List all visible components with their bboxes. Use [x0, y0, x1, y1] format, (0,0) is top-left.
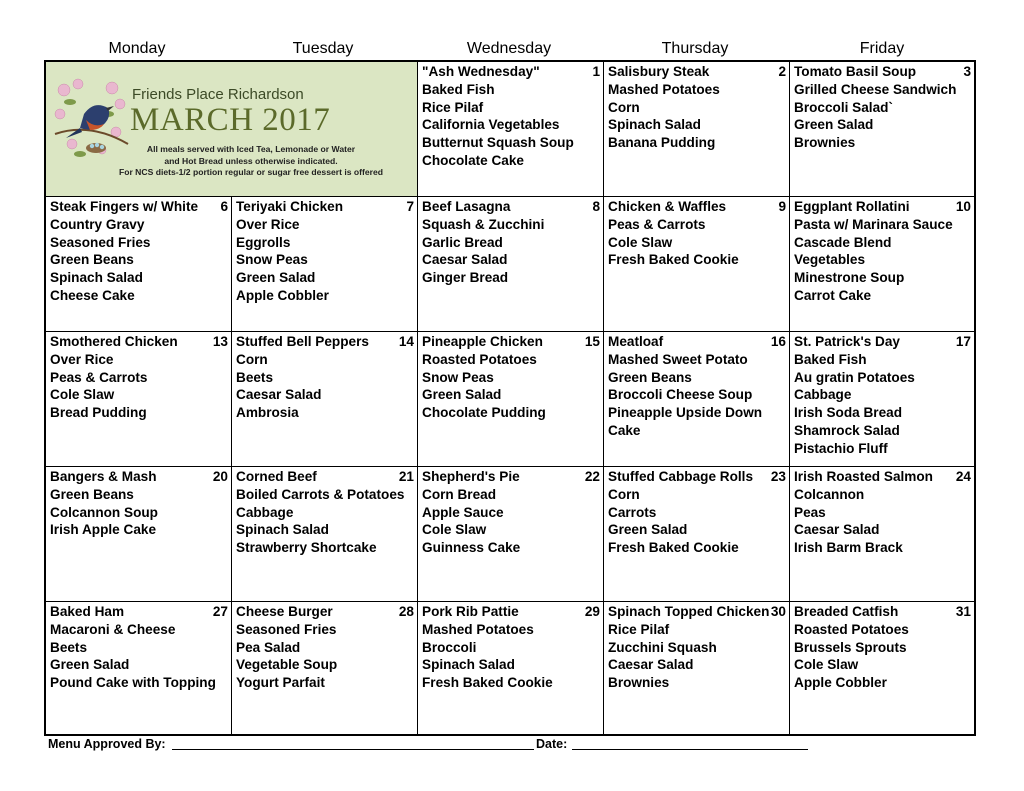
menu-item: Cabbage [794, 387, 852, 403]
menu-item: Cole Slaw [608, 234, 673, 250]
day-cell [232, 197, 418, 332]
menu-item: Carrot Cake [794, 287, 872, 303]
menu-item: Green Beans [50, 252, 134, 268]
menu-item: Beets [236, 369, 274, 385]
menu-item: Rice Pilaf [422, 99, 484, 115]
day-cell [46, 197, 232, 332]
day-cell [46, 467, 232, 602]
menu-item: Spinach Salad [608, 117, 701, 133]
day-cell [604, 602, 790, 734]
menu-item: Green Salad [608, 522, 688, 538]
menu-item: Colcannon Soup [50, 504, 158, 520]
meal-note [86, 144, 416, 179]
menu-item: Bread Pudding [50, 405, 147, 421]
menu-item: Caesar Salad [236, 387, 322, 403]
month-title: MARCH 2017 [130, 102, 331, 138]
menu-item: Eggrolls [236, 234, 291, 250]
menu-item: Broccoli [422, 639, 477, 655]
menu-item: Beef Lasagna [422, 199, 511, 214]
meal-note-line: All meals served with Iced Tea, Lemonade or Water [146, 144, 356, 154]
day-number: 3 [963, 64, 971, 79]
menu-item: Steak Fingers w/ White [50, 199, 199, 214]
menu-item: Peas & Carrots [50, 369, 148, 385]
menu-item: Chocolate Cake [422, 152, 524, 168]
menu-item: Corn [608, 486, 640, 502]
menu-item: Brownies [794, 135, 856, 151]
day-number: 16 [770, 334, 786, 349]
menu-item: Spinach Topped Chicken [608, 604, 770, 619]
menu-item: Mashed Potatoes [608, 81, 720, 97]
day-number: 24 [955, 469, 971, 484]
menu-item: Butternut Squash Soup [422, 135, 574, 151]
date-line [572, 749, 808, 750]
menu-item: Tomato Basil Soup [794, 64, 917, 79]
day-cell [604, 197, 790, 332]
menu-item: Mashed Sweet Potato [608, 351, 748, 367]
month-banner [46, 62, 418, 197]
menu-item: Pound Cake with Topping [50, 675, 216, 691]
menu-item: Spinach Salad [236, 522, 329, 538]
menu-item: Shamrock Salad [794, 422, 900, 438]
day-cell [790, 62, 974, 197]
menu-item: Guinness Cake [422, 540, 521, 556]
menu-item: Banana Pudding [608, 135, 716, 151]
menu-item: Boiled Carrots & Potatoes [236, 486, 405, 502]
day-number: 31 [955, 604, 971, 619]
menu-item: Green Salad [236, 270, 316, 286]
day-cell [418, 197, 604, 332]
day-number: 6 [220, 199, 228, 214]
day-cell [790, 197, 974, 332]
meal-note-line: and Hot Bread unless otherwise indicated. [164, 155, 338, 166]
day-cell [418, 602, 604, 734]
menu-item: Baked Ham [50, 604, 125, 619]
menu-item: Irish Soda Bread [794, 405, 903, 421]
menu-item: Cake [608, 422, 641, 438]
menu-item: Caesar Salad [608, 657, 694, 673]
menu-item: Teriyaki Chicken [236, 199, 344, 214]
menu-item: Grilled Cheese Sandwich [794, 81, 957, 97]
day-cell [46, 602, 232, 734]
menu-item: Caesar Salad [794, 522, 880, 538]
meal-note-line: For NCS diets-1/2 portion regular or sugar free dessert is offered [118, 167, 384, 177]
day-cell [604, 332, 790, 467]
day-number: 13 [212, 334, 228, 349]
menu-item: Apple Cobbler [236, 287, 329, 303]
day-number: 23 [770, 469, 786, 484]
menu-item: Pistachio Fluff [794, 440, 888, 456]
menu-item: St. Patrick's Day [794, 334, 900, 349]
menu-item: Over Rice [50, 351, 114, 367]
menu-item: Corned Beef [236, 469, 317, 484]
day-number: 15 [584, 334, 600, 349]
menu-item: Bangers & Mash [50, 469, 157, 484]
menu-item: Eggplant Rollatini [794, 199, 910, 214]
menu-item: Ginger Bread [422, 270, 509, 286]
approval-footer [48, 737, 568, 751]
menu-item: Broccoli Salad` [794, 99, 893, 115]
menu-item: Vegetables [794, 252, 866, 268]
menu-item: Fresh Baked Cookie [422, 675, 553, 691]
menu-item: Cascade Blend [794, 234, 892, 250]
day-cell [418, 332, 604, 467]
menu-item: Zucchini Squash [608, 639, 717, 655]
day-number: 9 [778, 199, 786, 214]
menu-item: Rice Pilaf [608, 621, 670, 637]
day-number: 28 [398, 604, 414, 619]
day-header-friday: Friday [859, 40, 905, 57]
day-number: 10 [955, 199, 971, 214]
menu-item: Over Rice [236, 216, 300, 232]
day-cell [232, 332, 418, 467]
menu-item: Spinach Salad [50, 270, 143, 286]
menu-item: Beets [50, 639, 88, 655]
menu-item: Broccoli Cheese Soup [608, 387, 753, 403]
menu-item: Cabbage [236, 504, 294, 520]
menu-item: Cole Slaw [422, 522, 487, 538]
menu-item: Fresh Baked Cookie [608, 252, 739, 268]
menu-item: Carrots [608, 504, 657, 520]
menu-item: Corn [608, 99, 640, 115]
date-label: Date: [536, 737, 568, 751]
menu-item: Yogurt Parfait [236, 675, 325, 691]
menu-item: Pineapple Upside Down [608, 405, 763, 421]
menu-item: Shepherd's Pie [422, 469, 520, 484]
day-number: 22 [584, 469, 600, 484]
menu-item: Brownies [608, 675, 670, 691]
menu-item: Squash & Zucchini [422, 216, 545, 232]
menu-item: Chicken & Waffles [608, 199, 727, 214]
menu-item: Green Salad [422, 387, 502, 403]
menu-item: Garlic Bread [422, 234, 503, 250]
menu-item: Chocolate Pudding [422, 405, 546, 421]
day-header-wednesday: Wednesday [466, 40, 552, 57]
day-number: 8 [592, 199, 600, 214]
day-number: 29 [584, 604, 600, 619]
day-number: 20 [212, 469, 228, 484]
day-number: 30 [770, 604, 786, 619]
menu-item: Cheese Burger [236, 604, 333, 619]
menu-item: Baked Fish [794, 351, 867, 367]
menu-item: Cheese Cake [50, 287, 135, 303]
menu-item: Brussels Sprouts [794, 639, 907, 655]
menu-item: Peas & Carrots [608, 216, 706, 232]
day-number: 2 [778, 64, 786, 79]
menu-item: "Ash Wednesday" [422, 64, 540, 79]
day-cell [790, 467, 974, 602]
menu-item: Strawberry Shortcake [236, 540, 377, 556]
menu-item: Seasoned Fries [50, 234, 151, 250]
menu-item: Cole Slaw [794, 657, 859, 673]
day-number: 7 [406, 199, 414, 214]
menu-item: Au gratin Potatoes [794, 369, 915, 385]
day-number: 21 [398, 469, 414, 484]
menu-item: California Vegetables [422, 117, 560, 133]
menu-item: Apple Sauce [422, 504, 504, 520]
menu-item: Minestrone Soup [794, 270, 905, 286]
day-cell [604, 467, 790, 602]
menu-item: Corn [236, 351, 268, 367]
day-cell [418, 467, 604, 602]
menu-item: Macaroni & Cheese [50, 621, 176, 637]
menu-item: Smothered Chicken [50, 334, 178, 349]
day-cell [46, 332, 232, 467]
menu-item: Green Beans [50, 486, 134, 502]
menu-item: Apple Cobbler [794, 675, 887, 691]
approved-by-line [172, 749, 534, 750]
menu-item: Fresh Baked Cookie [608, 540, 739, 556]
day-number: 27 [212, 604, 228, 619]
menu-item: Mashed Potatoes [422, 621, 534, 637]
calendar-grid [44, 60, 976, 736]
approved-by-label: Menu Approved By: [48, 737, 166, 751]
day-cell [232, 467, 418, 602]
menu-item: Corn Bread [422, 486, 497, 502]
day-header-monday: Monday [108, 40, 166, 57]
menu-item: Vegetable Soup [236, 657, 338, 673]
menu-item: Irish Apple Cake [50, 522, 157, 538]
menu-item: Irish Barm Brack [794, 540, 903, 556]
menu-item: Ambrosia [236, 405, 299, 421]
menu-item: Snow Peas [236, 252, 308, 268]
menu-item: Breaded Catfish [794, 604, 899, 619]
menu-item: Cole Slaw [50, 387, 115, 403]
menu-item: Peas [794, 504, 826, 520]
menu-item: Seasoned Fries [236, 621, 337, 637]
menu-item: Roasted Potatoes [422, 351, 537, 367]
menu-item: Colcannon [794, 486, 865, 502]
day-number: 14 [398, 334, 414, 349]
menu-item: Baked Fish [422, 81, 495, 97]
day-number: 17 [955, 334, 971, 349]
day-header-thursday: Thursday [661, 40, 729, 57]
menu-item: Green Salad [794, 117, 874, 133]
day-cell [232, 602, 418, 734]
day-cell [604, 62, 790, 197]
menu-item: Meatloaf [608, 334, 664, 349]
menu-item: Roasted Potatoes [794, 621, 909, 637]
day-cell [790, 332, 974, 467]
menu-item: Pasta w/ Marinara Sauce [794, 216, 953, 232]
day-cell [790, 602, 974, 734]
menu-item: Green Beans [608, 369, 692, 385]
location-name: Friends Place Richardson [132, 86, 304, 103]
day-number: 1 [592, 64, 600, 79]
menu-item: Salisbury Steak [608, 64, 710, 79]
menu-item: Spinach Salad [422, 657, 515, 673]
menu-item: Pea Salad [236, 639, 301, 655]
menu-item: Irish Roasted Salmon [794, 469, 933, 484]
menu-item: Green Salad [50, 657, 130, 673]
menu-item: Caesar Salad [422, 252, 508, 268]
day-cell [418, 62, 604, 197]
menu-item: Snow Peas [422, 369, 494, 385]
menu-item: Stuffed Bell Peppers [236, 334, 369, 349]
menu-item: Country Gravy [50, 216, 145, 232]
menu-item: Pork Rib Pattie [422, 604, 519, 619]
day-header-tuesday: Tuesday [292, 40, 354, 57]
menu-item: Pineapple Chicken [422, 334, 543, 349]
menu-item: Stuffed Cabbage Rolls [608, 469, 754, 484]
